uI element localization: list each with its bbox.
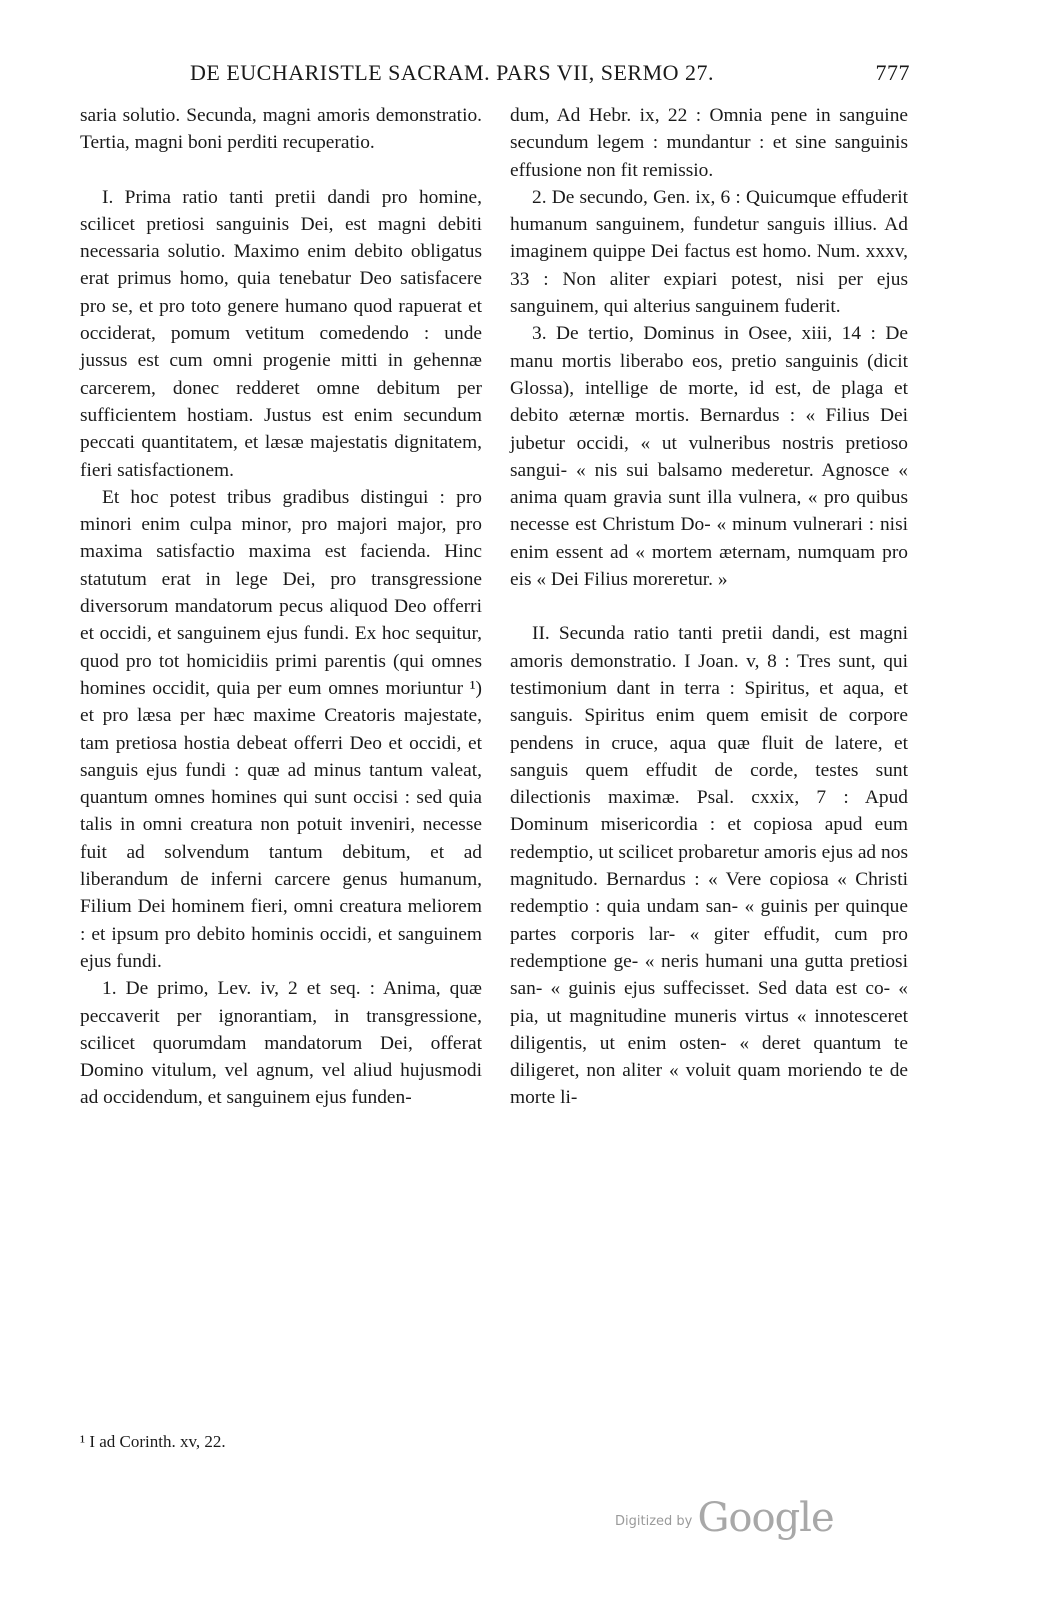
paragraph: dum, Ad Hebr. ix, 22 : Omnia pene in sanguine secundum legem : mundantur : et sine sanguinis effusione non fit remissio.: [510, 105, 908, 181]
watermark-prefix: Digitized by: [615, 1514, 693, 1529]
right-column: [510, 102, 908, 1112]
page-number: 777: [875, 60, 910, 85]
paragraph: 2. De secundo, Gen. ix, 6 : Quicumque effuderit humanum sanguinem, fundetur sanguis illius. Ad imaginem quippe Dei factus est homo. Num. xxxv, 33 : Non aliter expiari potest, nisi per ejus sanguinem, qui alterius sanguinem fuderit.: [510, 186, 908, 318]
left-column: [80, 102, 482, 1112]
paragraph: I. Prima ratio tanti pretii dandi pro homine, scilicet pretiosi sanguinis Dei, est magni debiti necessaria solutio. Maximo enim debito obligatus erat primus homo, quia tenebatur Deo satisfacere pro se, et pro toto genere humano quod rapuerat et occiderat, pomum vetitum comedendo : unde jussus est cum omni progenie mitti in gehennæ carcerem, donec redderet omne debitum per sufficientem hostiam. Justus est enim secundum peccati quantitatem, et læsæ majestatis dignitatem, fieri satisfactionem.: [80, 186, 482, 481]
digitization-watermark: [615, 1495, 834, 1541]
running-title: DE EUCHARISTLE SACRAM. PARS VII, SERMO 27.: [190, 60, 715, 85]
paragraph: Et hoc potest tribus gradibus distingui : pro minori enim culpa minor, pro majori major, pro maxima satisfactio maxima est facienda. Hinc statutum erat in lege Dei, pro transgressione diversorum mandatorum pecus aliquod Deo offerri et occidi, et sanguinem ejus fundi. Ex hoc sequitur, quod pro tot homicidiis primi parentis (qui omnes homines occidit, quia per eum omnes moriuntur ¹) et pro læsa per hæc maxime Creatoris majestate, tam pretiosa hostia debeat offerri Deo et occidi, et sanguis ejus fundi : quæ ad minus tantum valeat, quantum omnes homines qui sunt occisi : sed quia talis in omni creatura non potuit inveniri, necesse fuit ad solvendum tantum debitum, et ad liberandum de inferni carcere genus humanum, Filium Dei hominem fieri, omni creatura meliorem : et ipsum pro debito hominis occidi, et sanguinem ejus fundi.: [80, 486, 482, 972]
paragraph: saria solutio. Secunda, magni amoris demonstratio. Tertia, magni boni perditi recuperatio.: [80, 105, 482, 154]
footnote: ¹ I ad Corinth. xv, 22.: [80, 1432, 226, 1451]
google-logo: Google: [697, 1495, 834, 1541]
paragraph: 1. De primo, Lev. iv, 2 et seq. : Anima, quæ peccaverit per ignorantiam, in transgressione, scilicet quorumdam mandatorum Dei, offerat Domino vitulum, vel agnum, vel aliud hujusmodi ad occidendum, et sanguinem ejus funden-: [80, 978, 482, 1109]
paragraph: II. Secunda ratio tanti pretii dandi, est magni amoris demonstratio. I Joan. v, 8 : Tres sunt, qui testimonium dant in terra : Spiritus, et aqua, et sanguis. Spiritus enim quem emisit de corpore pendens in cruce, aqua quæ fluit de latere, et sanguis quem effudit de corde, testes sunt dilectionis maximæ. Psal. cxxix, 7 : Apud Dominum misericordia : et copiosa apud eum redemptio, ut scilicet probaretur amoris ejus ad nos magnitudo. Bernardus : « Vere copiosa « Christi redemptio : quia undam san- « guinis per quinque partes corporis lar- « giter effudit, cum pro redemptione ge- « neris humani una gutta pretiosi san- « guinis ejus suffecisset. Sed data est co- « pia, ut magnitudine muneris virtus « innotesceret diligentis, ut enim osten- « deret quantum te diligeret, non aliter « voluit quam moriendo te de morte li-: [510, 623, 908, 1109]
paragraph: 3. De tertio, Dominus in Osee, xiii, 14 : De manu mortis liberabo eos, pretio sanguinis (dicit Glossa), intellige de morte, id est, de plaga et debito æternæ mortis. Bernardus : « Filius Dei jubetur occidi, « ut vulneribus nostris pretioso sangui- « nis sui balsamo mederetur. Agnosce « anima quam gravia sunt illa vulnera, « pro quibus necesse est Christum Do- « minum vulnerari : nisi enim essent ad « mortem æternam, numquam pro eis « Dei Filius moreretur. »: [510, 323, 908, 591]
